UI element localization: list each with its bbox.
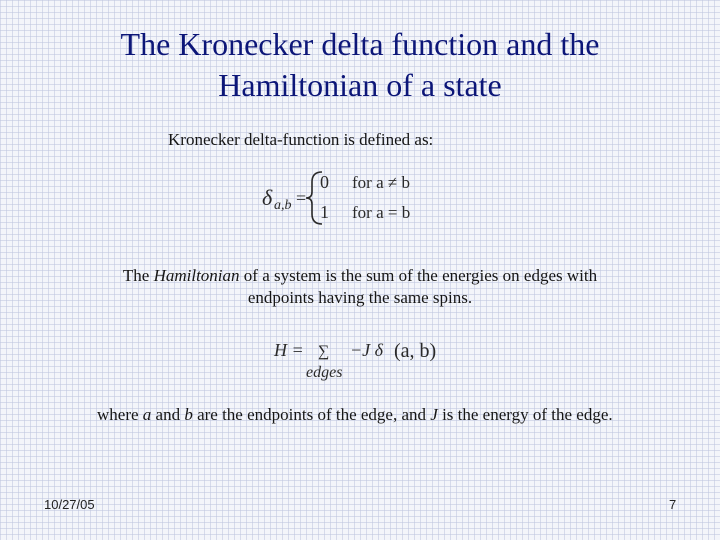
where-text-3: are the endpoints of the edge, and — [192, 405, 431, 424]
kronecker-definition-text: Kronecker delta-function is defined as: — [168, 130, 434, 149]
page-number: 7 — [669, 497, 677, 512]
sum-symbol: ∑ — [318, 343, 330, 360]
case-1-value: 0 — [320, 172, 329, 192]
where-text-1: where — [97, 405, 143, 424]
where-explanation — [97, 405, 613, 425]
hamiltonian-equation — [270, 336, 470, 382]
hamiltonian-term-expression: −J δ — [350, 340, 384, 360]
hamiltonian-lhs: H = — [274, 340, 304, 360]
hamiltonian-term: Hamiltonian — [153, 266, 240, 285]
hamiltonian-definition-text — [100, 265, 620, 309]
delta-equals: = — [296, 188, 307, 208]
where-var-j: J — [430, 405, 438, 424]
hamiltonian-text-suffix: of a system is the sum of the energies on edges with endpoints having the same spins. — [239, 266, 598, 307]
delta-subscript: a,b — [274, 198, 292, 213]
sum-subscript: edges — [306, 364, 343, 381]
hamiltonian-arguments: (a, b) — [394, 340, 437, 362]
where-var-b: b — [184, 405, 193, 424]
slide-title-line-2: Hamiltonian of a state — [218, 67, 502, 103]
delta-symbol: δ — [262, 185, 273, 210]
case-2-value: 1 — [320, 202, 329, 222]
where-text-4: is the energy of the edge. — [437, 405, 613, 424]
case-2-condition: for a = b — [352, 203, 411, 222]
slide-title-line-1: The Kronecker delta function and the — [120, 26, 600, 62]
footer-date: 10/27/05 — [44, 497, 95, 512]
hamiltonian-text-prefix: The — [122, 266, 154, 285]
slide-title — [60, 24, 660, 106]
kronecker-delta-equation — [262, 168, 462, 228]
case-1-condition: for a ≠ b — [352, 173, 410, 192]
where-var-a: a — [142, 405, 152, 424]
where-text-2: and — [151, 405, 185, 424]
